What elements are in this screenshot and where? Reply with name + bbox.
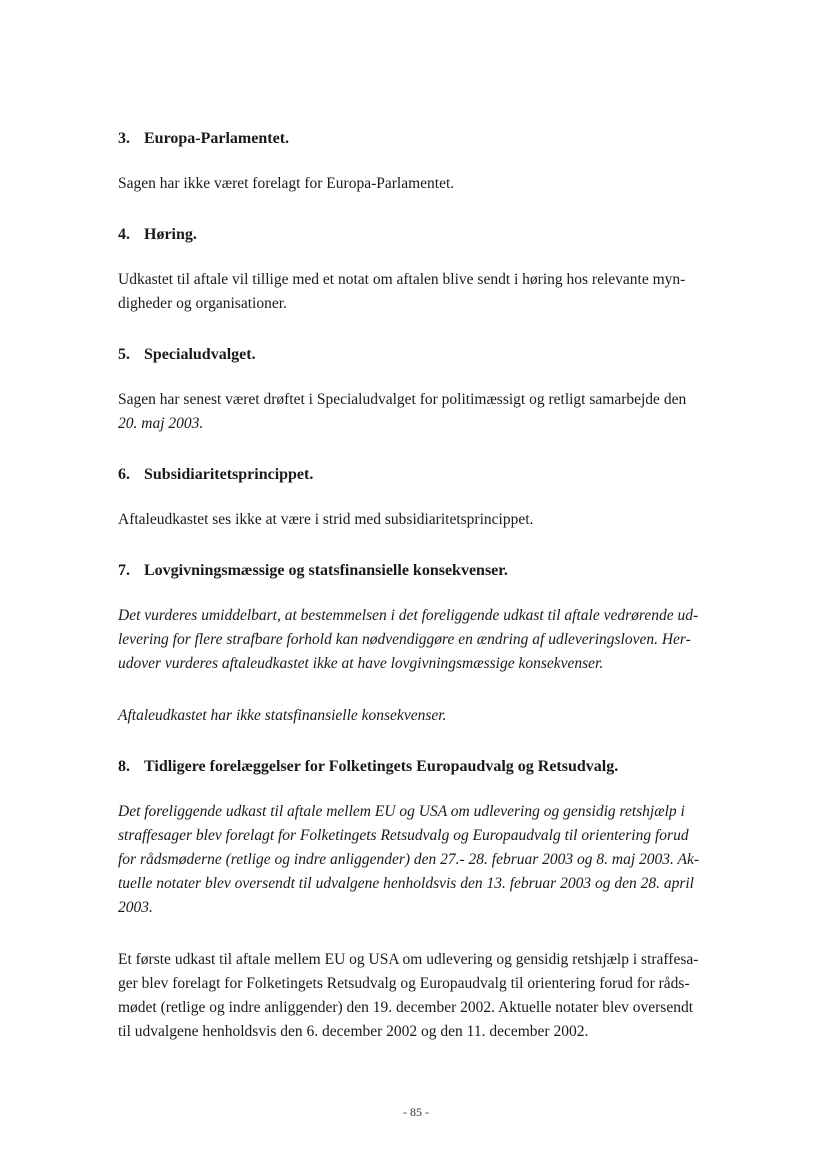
section-heading xyxy=(118,756,746,778)
section-title: Europa-Parlamentet. xyxy=(144,130,290,147)
section-paragraph xyxy=(118,948,746,1044)
text-line: Sagen har senest været drøftet i Specialudvalget for politimæssigt og retligt samarbejde den xyxy=(118,391,687,408)
section-3 xyxy=(118,344,746,436)
section-number: 6. xyxy=(118,466,130,483)
section-heading xyxy=(118,128,746,150)
text-line: Det foreliggende udkast til aftale mellem EU og USA om udlevering og gensidig retshjælp i xyxy=(118,803,685,820)
section-paragraph xyxy=(118,412,746,436)
section-title: Lovgivningsmæssige og statsfinansielle konsekvenser. xyxy=(144,562,508,579)
section-title: Specialudvalget. xyxy=(144,346,256,363)
page-number: - 85 - xyxy=(403,1105,429,1119)
section-heading xyxy=(118,464,746,486)
text-line: Aftaleudkastet har ikke statsfinansielle konsekvenser. xyxy=(118,707,447,724)
section-title: Subsidiaritetsprincippet. xyxy=(144,466,314,483)
section-4 xyxy=(118,464,746,532)
text-line: Det vurderes umiddelbart, at bestemmelsen i det foreliggende udkast til aftale vedrørende ud- xyxy=(118,607,699,624)
text-line: digheder og organisationer. xyxy=(118,295,287,312)
text-line: Udkastet til aftale vil tillige med et notat om aftalen blive sendt i høring hos relevante myn- xyxy=(118,271,686,288)
section-heading xyxy=(118,560,746,582)
section-number: 8. xyxy=(118,758,130,775)
section-title: Høring. xyxy=(144,226,197,243)
text-line: levering for flere strafbare forhold kan nødvendiggøre en ændring af udleveringsloven. Her- xyxy=(118,631,691,648)
section-paragraph xyxy=(118,800,746,920)
section-heading xyxy=(118,224,746,246)
text-line: mødet (retlige og indre anliggender) den 19. december 2002. Aktuelle notater blev oversendt xyxy=(118,999,694,1016)
text-line: 20. maj 2003. xyxy=(118,415,204,432)
section-number: 4. xyxy=(118,226,130,243)
text-line: Sagen har ikke været forelagt for Europa-Parlamentet. xyxy=(118,175,455,192)
document-body xyxy=(118,128,746,1072)
text-line: Aftaleudkastet ses ikke at være i strid med subsidiaritetsprincippet. xyxy=(118,511,534,528)
text-line: 2003. xyxy=(118,899,153,916)
text-line: til udvalgene henholdsvis den 6. december 2002 og den 11. december 2002. xyxy=(118,1023,589,1040)
section-paragraph xyxy=(118,604,746,676)
section-number: 5. xyxy=(118,346,130,363)
text-line: tuelle notater blev oversendt til udvalgene henholdsvis den 13. februar 2003 og den 28. april xyxy=(118,875,694,892)
section-paragraph xyxy=(118,388,746,412)
text-line: udover vurderes aftaleudkastet ikke at have lovgivningsmæssige konsekvenser. xyxy=(118,655,604,672)
section-paragraph xyxy=(118,268,746,316)
section-paragraph xyxy=(118,172,746,196)
text-line: for rådsmøderne (retlige og indre anliggender) den 27.- 28. februar 2003 og 8. maj 2003. Ak- xyxy=(118,851,700,868)
section-heading xyxy=(118,344,746,366)
text-line: straffesager blev forelagt for Folketingets Retsudvalg og Europaudvalg til orientering forud xyxy=(118,827,689,844)
section-paragraph xyxy=(118,508,746,532)
text-line: Et første udkast til aftale mellem EU og USA om udlevering og gensidig retshjælp i straffesa- xyxy=(118,951,699,968)
section-1 xyxy=(118,128,746,196)
section-6 xyxy=(118,756,746,1044)
section-5 xyxy=(118,560,746,728)
text-line: ger blev forelagt for Folketingets Retsudvalg og Europaudvalg til orientering forud for råds- xyxy=(118,975,690,992)
section-paragraph xyxy=(118,704,746,728)
section-number: 3. xyxy=(118,130,130,147)
section-number: 7. xyxy=(118,562,130,579)
section-2 xyxy=(118,224,746,316)
section-title: Tidligere forelæggelser for Folketingets Europaudvalg og Retsudvalg. xyxy=(144,758,619,775)
